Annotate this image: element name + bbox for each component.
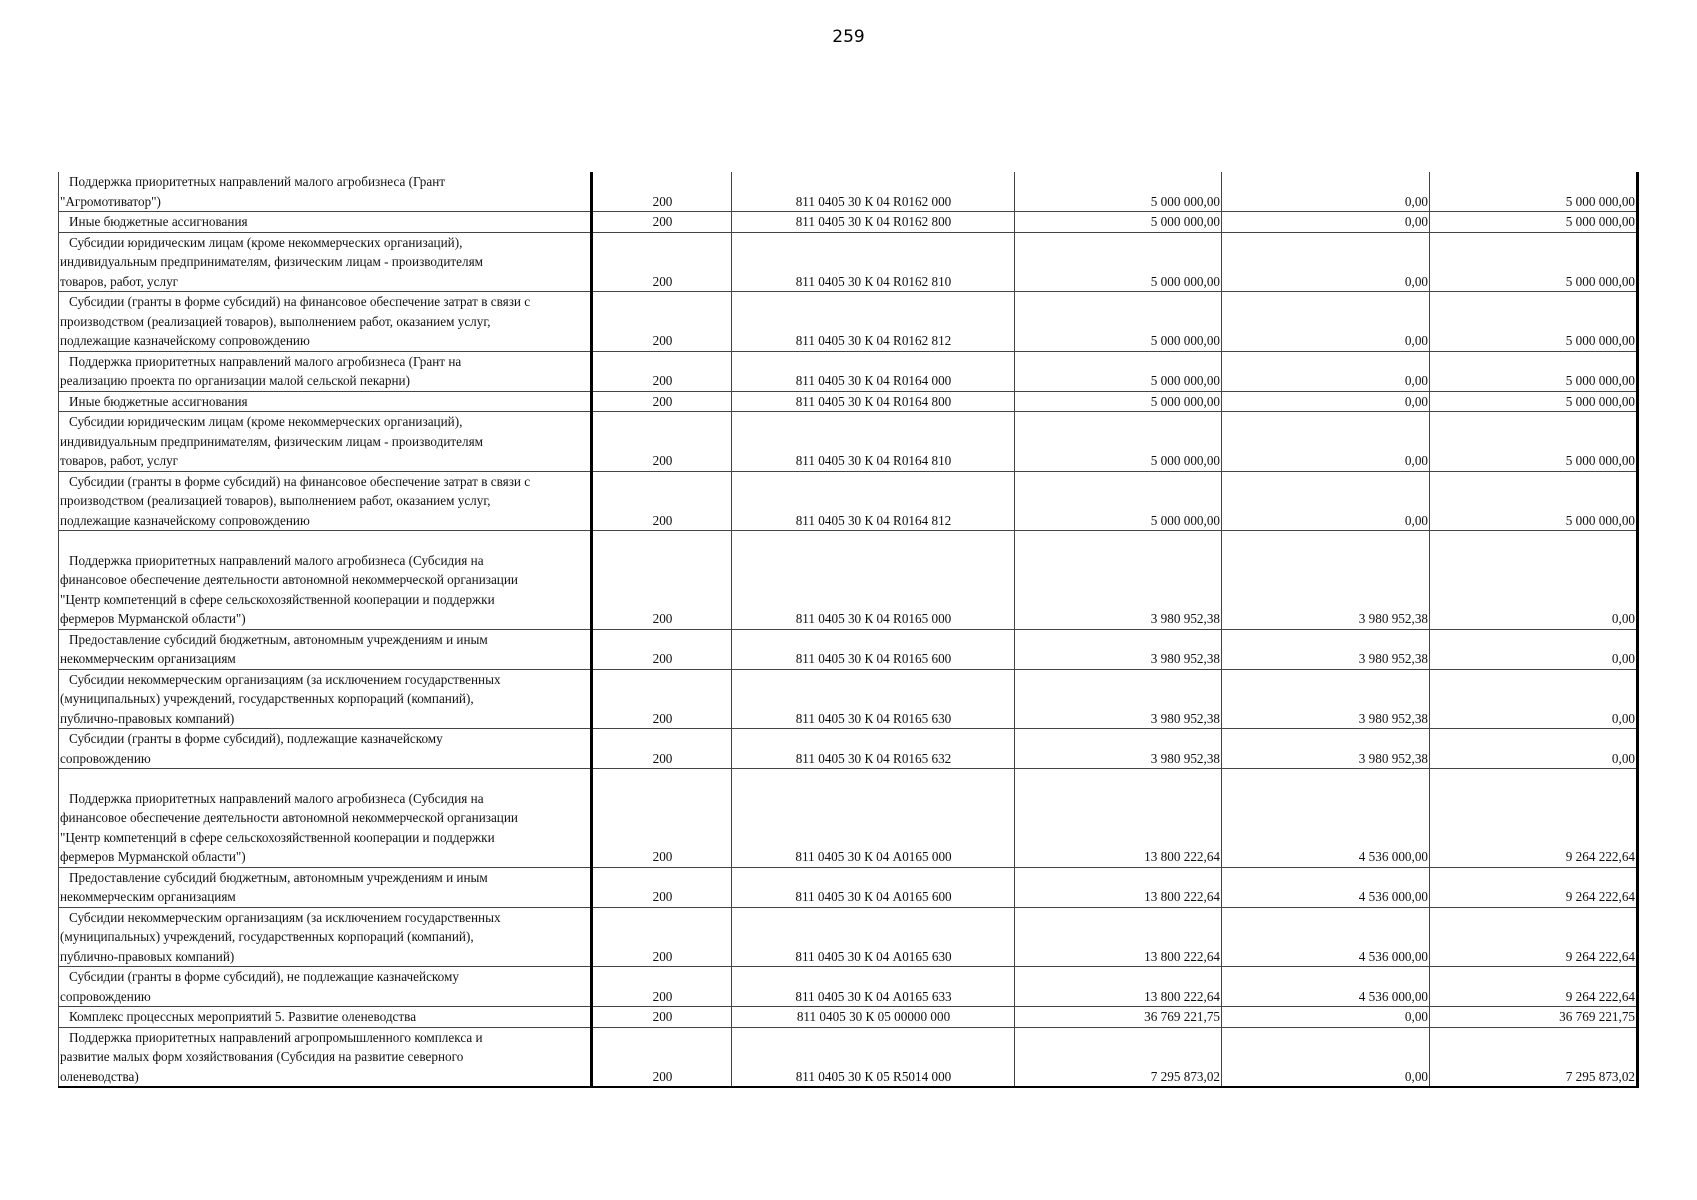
row-name-line: Поддержка приоритетных направлений малого агробизнеса (Субсидия на (69, 552, 484, 568)
row-value-2: 0,00 (1222, 232, 1430, 292)
row-kbk: 811 0405 30 К 04 А0165 000 (732, 769, 1015, 868)
table-row (59, 292, 1638, 352)
row-value-1: 3 980 952,38 (1015, 629, 1222, 669)
row-name-line: Иные бюджетные ассигнования (69, 393, 248, 409)
row-value-1: 5 000 000,00 (1015, 351, 1222, 391)
row-name-line (60, 769, 588, 789)
row-name (59, 391, 592, 412)
row-value-1: 5 000 000,00 (1015, 412, 1222, 472)
table-row (59, 1027, 1638, 1087)
row-value-2: 4 536 000,00 (1222, 967, 1430, 1007)
row-code: 200 (592, 729, 732, 769)
row-value-3: 5 000 000,00 (1430, 212, 1638, 233)
row-value-2: 3 980 952,38 (1222, 729, 1430, 769)
row-name-line: оленеводства) (60, 1068, 139, 1084)
row-code: 200 (592, 531, 732, 630)
table-row (59, 669, 1638, 729)
row-name (59, 232, 592, 292)
row-name-line: производством (реализацией товаров), выполнением работ, оказанием услуг, (60, 493, 491, 508)
row-value-1: 5 000 000,00 (1015, 172, 1222, 212)
row-kbk: 811 0405 30 К 04 R0165 630 (732, 669, 1015, 729)
table-row (59, 907, 1638, 967)
row-code: 200 (592, 907, 732, 967)
row-name-line: (муниципальных) учреждений, государственных корпораций (компаний), (60, 691, 474, 706)
row-value-1: 3 980 952,38 (1015, 531, 1222, 630)
row-code: 200 (592, 351, 732, 391)
row-value-3: 36 769 221,75 (1430, 1007, 1638, 1028)
row-kbk: 811 0405 30 К 04 R0162 810 (732, 232, 1015, 292)
row-value-1: 13 800 222,64 (1015, 769, 1222, 868)
row-name-line: финансовое обеспечение деятельности автономной некоммерческой организации (60, 810, 518, 825)
row-value-3: 5 000 000,00 (1430, 471, 1638, 531)
row-value-1: 5 000 000,00 (1015, 212, 1222, 233)
row-name-line: Предоставление субсидий бюджетным, автономным учреждениям и иным (69, 869, 488, 885)
row-kbk: 811 0405 30 К 04 R0164 810 (732, 412, 1015, 472)
row-code: 200 (592, 172, 732, 212)
row-value-1: 5 000 000,00 (1015, 471, 1222, 531)
row-name (59, 172, 592, 212)
row-name (59, 629, 592, 669)
row-name (59, 531, 592, 630)
table-row (59, 172, 1638, 212)
row-name-line: "Центр компетенций в сфере сельскохозяйственной кооперации и поддержки (60, 829, 495, 845)
row-name-line: индивидуальным предпринимателям, физическим лицам - производителям (60, 254, 484, 269)
row-value-2: 4 536 000,00 (1222, 867, 1430, 907)
row-value-1: 13 800 222,64 (1015, 907, 1222, 967)
row-name-line: Предоставление субсидий бюджетным, автономным учреждениям и иным (69, 631, 488, 647)
row-value-1: 13 800 222,64 (1015, 867, 1222, 907)
row-name (59, 867, 592, 907)
row-value-3: 0,00 (1430, 531, 1638, 630)
row-name (59, 729, 592, 769)
row-kbk: 811 0405 30 К 04 R0164 812 (732, 471, 1015, 531)
row-kbk: 811 0405 30 К 04 А0165 600 (732, 867, 1015, 907)
row-value-2: 3 980 952,38 (1222, 629, 1430, 669)
row-value-2: 3 980 952,38 (1222, 669, 1430, 729)
table-row (59, 391, 1638, 412)
row-name (59, 412, 592, 472)
budget-table-body (59, 172, 1638, 1087)
row-kbk: 811 0405 30 К 04 R0165 000 (732, 531, 1015, 630)
row-name-line: публично-правовых компаний) (60, 948, 235, 964)
row-value-3: 0,00 (1430, 729, 1638, 769)
row-name-line: Поддержка приоритетных направлений малого агробизнеса (Грант на (69, 353, 462, 369)
table-row (59, 471, 1638, 531)
row-value-1: 3 980 952,38 (1015, 729, 1222, 769)
row-name (59, 1027, 592, 1087)
row-value-3: 5 000 000,00 (1430, 351, 1638, 391)
row-value-2: 0,00 (1222, 1027, 1430, 1087)
row-value-3: 9 264 222,64 (1430, 907, 1638, 967)
row-value-1: 5 000 000,00 (1015, 292, 1222, 352)
row-value-2: 0,00 (1222, 471, 1430, 531)
row-code: 200 (592, 412, 732, 472)
row-name-line: индивидуальным предпринимателям, физическим лицам - производителям (60, 433, 484, 449)
row-value-3: 5 000 000,00 (1430, 391, 1638, 412)
row-name-line: производством (реализацией товаров), выполнением работ, оказанием услуг, (60, 313, 491, 329)
row-kbk: 811 0405 30 К 04 R0162 800 (732, 212, 1015, 233)
table-row (59, 212, 1638, 233)
row-name-line: фермеров Мурманской области") (60, 611, 246, 626)
row-name-line: (муниципальных) учреждений, государственных корпораций (компаний), (60, 929, 474, 944)
budget-table (58, 172, 1639, 1088)
table-row (59, 629, 1638, 669)
row-name-line: некоммерческим организациям (60, 889, 236, 904)
row-code: 200 (592, 212, 732, 233)
row-value-1: 3 980 952,38 (1015, 669, 1222, 729)
row-kbk: 811 0405 30 К 04 А0165 633 (732, 967, 1015, 1007)
row-name-line: Субсидии (гранты в форме субсидий), не подлежащие казначейскому (69, 969, 459, 984)
row-name (59, 212, 592, 233)
row-kbk: 811 0405 30 К 04 R0164 000 (732, 351, 1015, 391)
table-row (59, 232, 1638, 292)
row-value-1: 13 800 222,64 (1015, 967, 1222, 1007)
row-value-2: 0,00 (1222, 391, 1430, 412)
row-name-line (60, 531, 588, 551)
row-name-line: Поддержка приоритетных направлений агропромышленного комплекса и (69, 1029, 483, 1045)
row-name-line: подлежащие казначейскому сопровождению (60, 333, 310, 348)
row-name-line: товаров, работ, услуг (60, 273, 179, 289)
row-name-line: Поддержка приоритетных направлений малого агробизнеса (Грант (69, 174, 446, 189)
row-code: 200 (592, 867, 732, 907)
row-value-3: 9 264 222,64 (1430, 769, 1638, 868)
row-name (59, 907, 592, 967)
table-row (59, 531, 1638, 630)
row-value-3: 7 295 873,02 (1430, 1027, 1638, 1087)
row-value-3: 0,00 (1430, 669, 1638, 729)
row-name (59, 292, 592, 352)
row-value-2: 0,00 (1222, 212, 1430, 233)
row-value-3: 5 000 000,00 (1430, 232, 1638, 292)
row-name-line: Субсидии (гранты в форме субсидий), подлежащие казначейскому (69, 731, 443, 746)
row-code: 200 (592, 471, 732, 531)
row-value-2: 4 536 000,00 (1222, 907, 1430, 967)
row-value-2: 0,00 (1222, 292, 1430, 352)
table-row (59, 412, 1638, 472)
row-name (59, 1007, 592, 1028)
row-code: 200 (592, 1007, 732, 1028)
row-kbk: 811 0405 30 К 04 R0165 632 (732, 729, 1015, 769)
row-value-3: 5 000 000,00 (1430, 292, 1638, 352)
row-kbk: 811 0405 30 К 04 R0162 000 (732, 172, 1015, 212)
row-kbk: 811 0405 30 К 04 А0165 630 (732, 907, 1015, 967)
row-value-3: 5 000 000,00 (1430, 172, 1638, 212)
row-name-line: фермеров Мурманской области") (60, 849, 246, 864)
row-code: 200 (592, 967, 732, 1007)
row-code: 200 (592, 1027, 732, 1087)
row-name-line: реализацию проекта по организации малой сельской пекарни) (60, 373, 410, 388)
table-row (59, 351, 1638, 391)
row-value-3: 0,00 (1430, 629, 1638, 669)
row-name-line: "Агромотиватор") (60, 193, 161, 209)
row-name-line: подлежащие казначейскому сопровождению (60, 512, 310, 528)
row-name-line: некоммерческим организациям (60, 651, 236, 666)
row-name-line: развитие малых форм хозяйствования (Субсидия на развитие северного (60, 1049, 464, 1064)
row-name-line: "Центр компетенций в сфере сельскохозяйственной кооперации и поддержки (60, 591, 495, 607)
row-name-line: Субсидии юридическим лицам (кроме некоммерческих организаций), (69, 414, 463, 429)
row-name (59, 351, 592, 391)
table-row (59, 729, 1638, 769)
row-value-2: 0,00 (1222, 351, 1430, 391)
row-value-2: 0,00 (1222, 412, 1430, 472)
row-value-3: 5 000 000,00 (1430, 412, 1638, 472)
row-name-line: финансовое обеспечение деятельности автономной некоммерческой организации (60, 572, 518, 587)
row-name-line: сопровождению (60, 988, 151, 1004)
table-row (59, 967, 1638, 1007)
page-number: 259 (832, 27, 865, 47)
row-value-2: 4 536 000,00 (1222, 769, 1430, 868)
row-name-line: Субсидии некоммерческим организациям (за исключением государственных (69, 909, 501, 925)
row-name (59, 967, 592, 1007)
row-code: 200 (592, 669, 732, 729)
row-name-line: Комплекс процессных мероприятий 5. Развитие оленеводства (69, 1009, 417, 1024)
row-name-line: товаров, работ, услуг (60, 453, 179, 468)
row-code: 200 (592, 769, 732, 868)
row-code: 200 (592, 232, 732, 292)
row-name-line: Субсидии некоммерческим организациям (за исключением государственных (69, 671, 501, 687)
row-name-line: Иные бюджетные ассигнования (69, 214, 248, 229)
row-value-2: 0,00 (1222, 172, 1430, 212)
row-name (59, 769, 592, 868)
row-kbk: 811 0405 30 К 05 R5014 000 (732, 1027, 1015, 1087)
row-kbk: 811 0405 30 К 04 R0165 600 (732, 629, 1015, 669)
row-value-1: 5 000 000,00 (1015, 232, 1222, 292)
row-name-line: Поддержка приоритетных направлений малого агробизнеса (Субсидия на (69, 790, 484, 806)
row-name-line: Субсидии (гранты в форме субсидий) на финансовое обеспечение затрат в связи с (69, 294, 531, 309)
row-name-line: Субсидии (гранты в форме субсидий) на финансовое обеспечение затрат в связи с (69, 473, 531, 489)
row-code: 200 (592, 391, 732, 412)
row-kbk: 811 0405 30 К 04 R0162 812 (732, 292, 1015, 352)
row-name-line: сопровождению (60, 750, 151, 766)
row-name (59, 669, 592, 729)
row-value-3: 9 264 222,64 (1430, 867, 1638, 907)
row-value-1: 36 769 221,75 (1015, 1007, 1222, 1028)
row-kbk: 811 0405 30 К 05 00000 000 (732, 1007, 1015, 1028)
row-kbk: 811 0405 30 К 04 R0164 800 (732, 391, 1015, 412)
row-value-3: 9 264 222,64 (1430, 967, 1638, 1007)
table-row (59, 867, 1638, 907)
row-name-line: Субсидии юридическим лицам (кроме некоммерческих организаций), (69, 234, 463, 250)
row-name (59, 471, 592, 531)
row-code: 200 (592, 629, 732, 669)
row-value-2: 3 980 952,38 (1222, 531, 1430, 630)
row-name-line: публично-правовых компаний) (60, 710, 235, 726)
row-code: 200 (592, 292, 732, 352)
row-value-1: 5 000 000,00 (1015, 391, 1222, 412)
table-row (59, 1007, 1638, 1028)
row-value-2: 0,00 (1222, 1007, 1430, 1028)
row-value-1: 7 295 873,02 (1015, 1027, 1222, 1087)
table-row (59, 769, 1638, 868)
